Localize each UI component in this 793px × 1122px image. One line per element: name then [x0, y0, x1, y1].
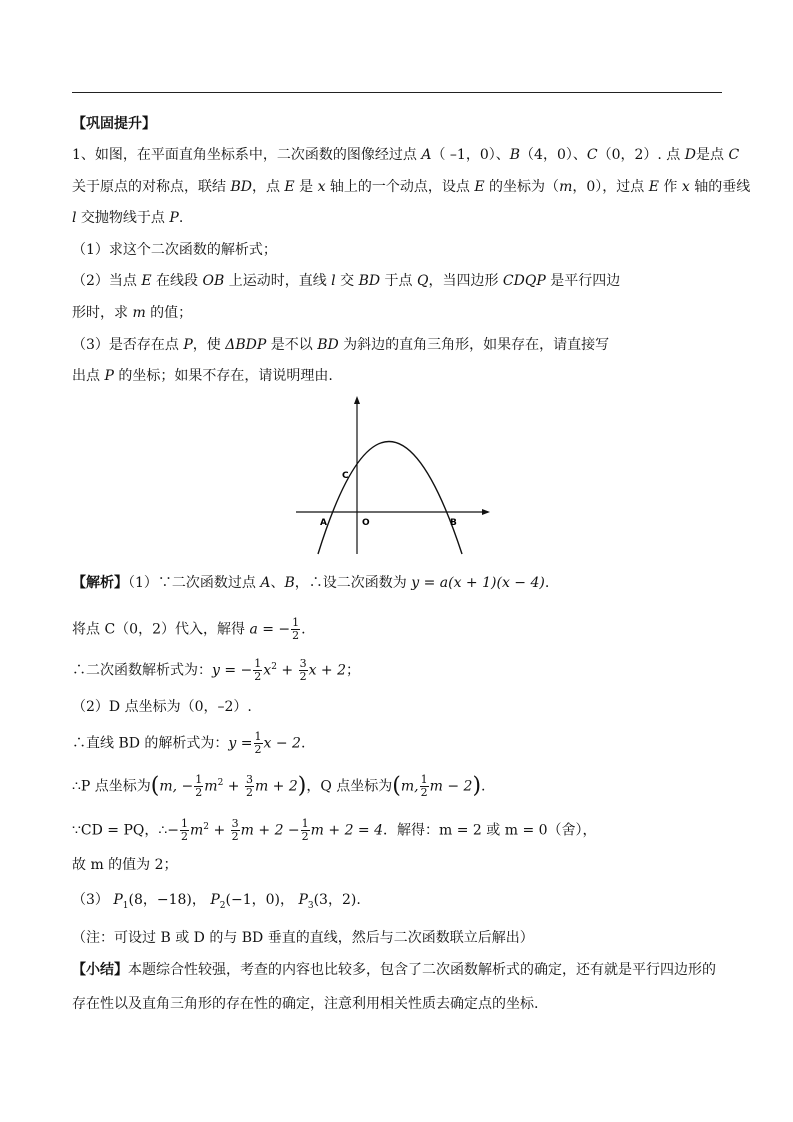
problem-line-3: l 交抛物线于点 P. — [72, 210, 184, 226]
x-axis-arrow-icon — [482, 509, 490, 515]
problem-line-2: 关于原点的对称点，联结 BD，点 E 是 x 轴上的一个动点，设点 E 的坐标为（m，0），过点 E 作 x 轴的垂线 — [72, 179, 751, 195]
solution-line-1: 【解析】（1）∵二次函数过点 A、B，∴设二次函数为 y = a(x + 1)(x − 4). — [72, 575, 550, 591]
header-rule — [72, 92, 722, 93]
point-label-b: B — [450, 518, 457, 528]
solution-note: （注：可设过 B 或 D 的与 BD 垂直的直线，然后与二次函数联立后解出） — [72, 930, 534, 946]
solution-line-6: ∴P 点坐标为(m, − $\frac{1}{2}$ $m^2$ + $\frac{3}{2}$ m + 2)，Q 点坐标为(m, $\frac{1}{2}$ m − 2). — [72, 773, 486, 800]
section-title: 【巩固提升】 — [72, 116, 156, 132]
parabola-figure — [296, 394, 496, 559]
solution-line-2: 将点 C（0，2）代入，解得 a = − $\frac{1}{2}$ . — [72, 616, 306, 642]
solution-line-3: ∴二次函数解析式为：y = − $\frac{1}{2}$ $x^2$ + $\frac{3}{2}$ x + 2； — [72, 657, 360, 684]
y-axis-arrow-icon — [354, 396, 360, 404]
question-3a: （3）是否存在点 P，使 ΔBDP 是不以 BD 为斜边的直角三角形，如果存在，请直接写 — [72, 337, 610, 353]
point-label-o: O — [362, 518, 370, 528]
solution-line-5: ∴直线 BD 的解析式为：y = $\frac{1}{2}$ x − 2. — [72, 730, 306, 756]
question-2b: 形时，求 m 的值； — [72, 305, 193, 321]
summary-line-2: 存在性以及直角三角形的存在性的确定，注意利用相关性质去确定点的坐标. — [72, 996, 539, 1012]
question-3b: 出点 P 的坐标；如果不存在，请说明理由. — [72, 368, 333, 384]
question-1: （1）求这个二次函数的解析式； — [72, 242, 277, 258]
parabola-curve — [318, 442, 462, 555]
problem-line-1: 1、如图，在平面直角坐标系中，二次函数的图像经过点 A（ –1，0）、B（4，0）、C（0，2）. 点 D是点 C — [72, 147, 740, 163]
summary-line-1: 【小结】本题综合性较强，考查的内容也比较多，包含了二次函数解析式的确定，还有就是平行四边形的 — [72, 962, 716, 978]
solution-line-7: ∵CD = PQ，∴− $\frac{1}{2}$ $m^2$ + $\frac{3}{2}$ m + 2 − $\frac{1}{2}$ m + 2 = 4．解得：m = 2 或 m = 0（舍）， — [72, 817, 597, 844]
point-label-a: A — [320, 518, 327, 528]
solution-line-9: （3） $P_1(8$，−18)， $P_2(-1$，0)， $P_3(3$，2). — [72, 892, 361, 911]
solution-line-8: 故 m 的值为 2； — [72, 857, 178, 873]
question-2a: （2）当点 E 在线段 OB 上运动时，直线 l 交 BD 于点 Q，当四边形 CDQP 是平行四边 — [72, 273, 621, 289]
point-label-c: C — [342, 471, 349, 481]
solution-line-4: （2）D 点坐标为（0，–2）. — [72, 699, 252, 715]
